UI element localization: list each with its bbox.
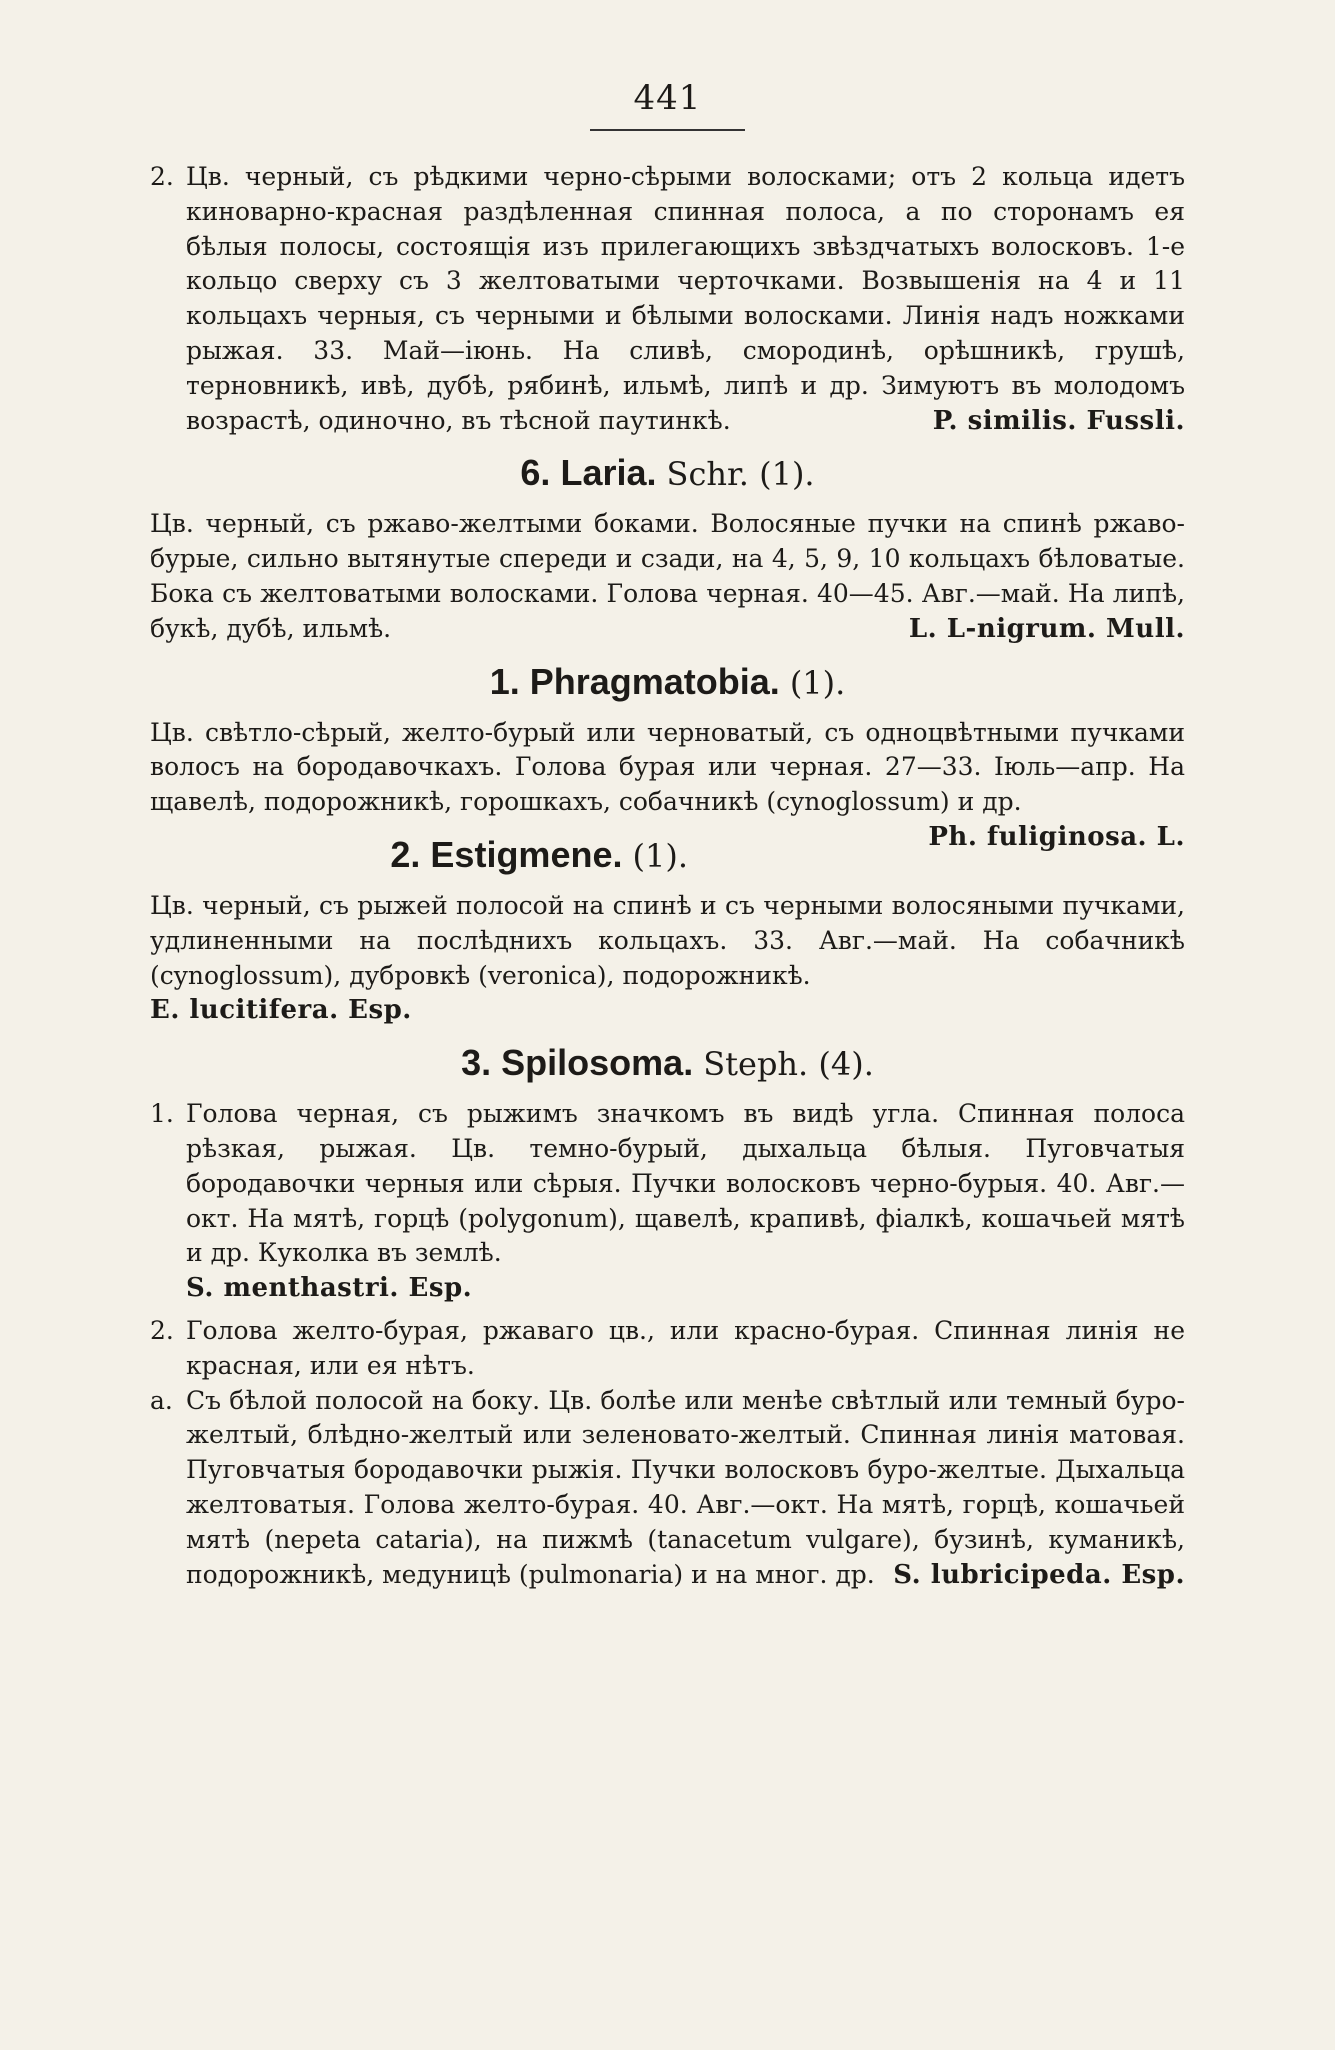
species-name: S. lubricipeda. Esp. bbox=[893, 1559, 1185, 1590]
species-name: Ph. fuliginosa. L. bbox=[928, 821, 1185, 852]
genus-author: Schr. (1). bbox=[666, 455, 815, 494]
entry-number: 2. bbox=[150, 162, 174, 191]
genus-number: 3. bbox=[461, 1042, 492, 1084]
entry-text: Съ бѣлой полосой на боку. Цв. болѣе или менѣе свѣтлый или темный буро-желтый, блѣдно-желтый или зеленовато-желтый. Спинная линія матовая. Пуговчатыя бородавочки рыжія. Пучки волосковъ буро-желтые. Дыхальца желтоватыя. Голова желто-бурая. 40. Авг.—окт. На мятѣ, горцѣ, кошачьей мятѣ (nepeta cataria), на пижмѣ (tanacetum vulgare), бузинѣ, куманикѣ, подорожникѣ, медуницѣ (pulmonaria) и на мног. др. bbox=[186, 1385, 1185, 1589]
genus-number: 2. bbox=[390, 833, 421, 875]
entry-text: Цв. черный, съ ржаво-желтыми боками. Волосяные пучки на спинѣ ржаво-бурые, сильно вытянутые спереди и сзади, на 4, 5, 9, 10 кольцахъ бѣловатые. Бока съ желтоватыми волосками. Голова черная. 40—45. Авг.—май. На липѣ, букѣ, дубѣ, ильмѣ. bbox=[150, 509, 1185, 643]
genus-name: Laria. bbox=[560, 452, 657, 494]
key-entry-1 bbox=[150, 1097, 1185, 1306]
genus-author: (1). bbox=[789, 663, 846, 702]
entry-description: Голова черная, съ рыжимъ значкомъ въ видѣ угла. Спинная полоса рѣзкая, рыжая. Цв. темно-бурый, дыхальца бѣлыя. Пуговчатыя бородавочки черныя или сѣрыя. Пучки волосковъ черно-бурыя. 40. Авг.—окт. На мятѣ, горцѣ (polygonum), щавелѣ, крапивѣ, фіалкѣ, кошачьей мятѣ и др. Куколка въ землѣ. bbox=[186, 1099, 1185, 1268]
entry-description bbox=[186, 160, 1185, 438]
entry-number: 1. bbox=[150, 1099, 174, 1129]
species-name: E. lucitifera. Esp. bbox=[150, 995, 412, 1026]
key-entry-2b bbox=[150, 1314, 1185, 1384]
entry-description bbox=[186, 1384, 1185, 1593]
page-number: 441 bbox=[633, 78, 702, 118]
genus-heading-spilosoma bbox=[150, 1038, 1185, 1089]
genus-author: Steph. (4). bbox=[703, 1045, 874, 1084]
species-name: L. L-nigrum. Mull. bbox=[908, 613, 1185, 644]
species-name: P. similis. Fussli. bbox=[932, 405, 1185, 436]
page-number-rule bbox=[590, 129, 745, 131]
genus-name: Phragmatobia. bbox=[529, 660, 780, 702]
species-description-phragmatobia bbox=[150, 716, 1185, 852]
entry-number: a. bbox=[150, 1385, 173, 1415]
species-name: S. menthastri. Esp. bbox=[186, 1273, 473, 1304]
genus-author: (1). bbox=[632, 836, 688, 875]
key-entry-2 bbox=[150, 160, 1185, 438]
entry-text: Цв. свѣтло-сѣрый, желто-бурый или черноватый, съ одноцвѣтными пучками волосъ на бородавочкахъ. Голова бурая или черная. 27—33. Іюль—апр. На щавелѣ, подорожникѣ, горошкахъ, собачникѣ (cynoglossum) и др. bbox=[150, 717, 1185, 817]
entry-text: Цв. черный, съ рѣдкими черно-сѣрыми волосками; отъ 2 кольца идетъ киноварно-красная раздѣленная спинная полоса, а по сторонамъ ея бѣлыя полосы, состоящія изъ прилегающихъ звѣздчатыхъ волосковъ. 1-е кольцо сверху съ 3 желтоватыми черточками. Возвышенія на 4 и 11 кольцахъ черныя, съ черными и бѣлыми волосками. Линія надъ ножками рыжая. 33. Май—іюнь. На сливѣ, смородинѣ, орѣшникѣ, грушѣ, терновникѣ, ивѣ, дубѣ, рябинѣ, ильмѣ, липѣ и др. Зимуютъ въ молодомъ возрастѣ, одиночно, въ тѣсной паутинкѣ. bbox=[186, 162, 1185, 435]
key-entry-a bbox=[150, 1384, 1185, 1593]
entry-number: 2. bbox=[150, 1315, 174, 1345]
genus-name: Estigmene. bbox=[430, 833, 623, 875]
species-description-estigmene: Цв. черный, съ рыжей полосой на спинѣ и съ черными волосяными пучками, удлиненными на послѣднихъ кольцахъ. 33. Авг.—май. На собачникѣ (cynoglossum), дубровкѣ (veronica), подорожникѣ. bbox=[150, 890, 1185, 990]
genus-heading-laria bbox=[150, 448, 1185, 499]
entry-body bbox=[186, 1097, 1185, 1306]
genus-number: 1. bbox=[489, 660, 520, 702]
genus-heading-phragmatobia bbox=[150, 657, 1185, 708]
page-content bbox=[150, 160, 1185, 1592]
book-page bbox=[150, 0, 1185, 2050]
species-description-laria bbox=[150, 507, 1185, 646]
entry-description: Голова желто-бурая, ржаваго цв., или красно-бурая. Спинная линія не красная, или ея нѣтъ. bbox=[186, 1315, 1185, 1380]
genus-name: Spilosoma. bbox=[501, 1042, 694, 1084]
genus-number: 6. bbox=[520, 452, 551, 494]
